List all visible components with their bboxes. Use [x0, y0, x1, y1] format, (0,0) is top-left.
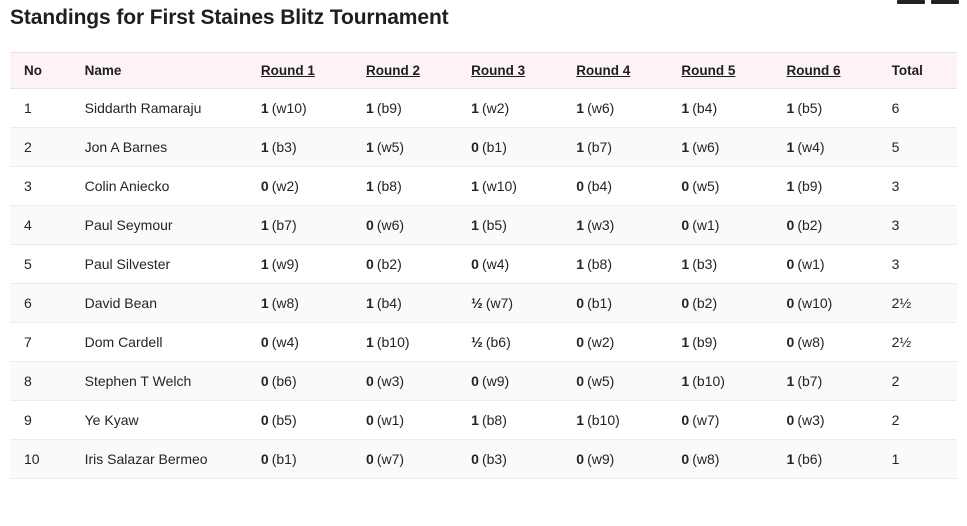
- round-opponent: (b2): [797, 217, 823, 233]
- round-opponent: (b8): [587, 256, 612, 272]
- round-result: 0: [786, 295, 795, 311]
- round-opponent: (w7): [376, 451, 405, 467]
- round-result: 0: [366, 451, 374, 467]
- round-opponent: (w6): [692, 139, 720, 155]
- cell-round-1: [255, 284, 360, 323]
- table-row: [10, 323, 957, 362]
- cell-no: 10: [10, 440, 73, 479]
- round-opponent: (w4): [481, 256, 510, 272]
- round-opponent: (w3): [587, 217, 615, 233]
- cell-round-6: [781, 245, 886, 284]
- cell-round-4: [570, 362, 675, 401]
- round-opponent: (w10): [481, 178, 517, 194]
- cell-player-name: Stephen T Welch: [73, 362, 255, 401]
- round-opponent: (b8): [481, 412, 507, 428]
- round-opponent: (w9): [587, 451, 615, 467]
- cell-round-5: [675, 206, 780, 245]
- round-result: 0: [576, 373, 585, 389]
- header-round-4[interactable]: [570, 53, 675, 89]
- standings-table-container: [10, 52, 957, 479]
- round-result: 1: [681, 334, 690, 350]
- round-result: 1: [576, 217, 585, 233]
- round-opponent: (w1): [692, 217, 720, 233]
- round-result: 1: [681, 373, 690, 389]
- round-opponent: (b3): [271, 139, 297, 155]
- round-opponent: (b5): [271, 412, 297, 428]
- round-result: 1: [576, 100, 585, 116]
- header-round-6-label[interactable]: Round 6: [786, 63, 841, 78]
- round-result: 1: [366, 100, 374, 116]
- cell-round-2: [360, 167, 465, 206]
- round-opponent: (w10): [271, 100, 307, 116]
- cell-round-6: [781, 323, 886, 362]
- cell-round-5: [675, 401, 780, 440]
- cell-round-5: [675, 440, 780, 479]
- round-result: 1: [681, 139, 690, 155]
- round-opponent: (b1): [271, 451, 297, 467]
- cell-round-6: [781, 362, 886, 401]
- round-result: 1: [681, 256, 690, 272]
- round-result: 0: [576, 295, 585, 311]
- round-opponent: (b4): [587, 178, 612, 194]
- round-result: 1: [576, 139, 585, 155]
- round-result: 1: [366, 139, 374, 155]
- round-result: 1: [786, 100, 795, 116]
- page-title: Standings for First Staines Blitz Tournament: [10, 6, 449, 29]
- cell-round-2: [360, 440, 465, 479]
- table-row: [10, 128, 957, 167]
- cell-round-4: [570, 128, 675, 167]
- round-result: 0: [576, 334, 585, 350]
- round-result: 0: [786, 256, 795, 272]
- round-result: 1: [786, 178, 795, 194]
- round-opponent: (b6): [797, 451, 823, 467]
- table-body: [10, 89, 957, 479]
- header-round-4-label[interactable]: Round 4: [576, 63, 631, 78]
- cell-round-4: [570, 245, 675, 284]
- round-result: 1: [260, 256, 269, 272]
- round-opponent: (w5): [692, 178, 720, 194]
- round-opponent: (b7): [587, 139, 612, 155]
- cell-round-6: [781, 440, 886, 479]
- round-opponent: (b4): [692, 100, 718, 116]
- cell-round-5: [675, 284, 780, 323]
- cell-round-3: [465, 401, 570, 440]
- window-control-1[interactable]: [897, 0, 925, 4]
- cell-total: 2½: [886, 323, 957, 362]
- cell-round-6: [781, 284, 886, 323]
- table-row: [10, 89, 957, 128]
- round-result: 0: [681, 412, 690, 428]
- window-control-2[interactable]: [931, 0, 959, 4]
- round-result: 1: [786, 451, 795, 467]
- round-opponent: (b7): [797, 373, 823, 389]
- cell-round-2: [360, 89, 465, 128]
- round-result: 1: [366, 295, 374, 311]
- round-opponent: (w9): [271, 256, 299, 272]
- round-opponent: (b7): [271, 217, 297, 233]
- cell-total: 1: [886, 440, 957, 479]
- table-header: [10, 53, 957, 89]
- round-opponent: (b1): [481, 139, 507, 155]
- cell-round-5: [675, 245, 780, 284]
- round-result: 0: [576, 178, 585, 194]
- cell-round-1: [255, 362, 360, 401]
- round-result: 0: [786, 217, 795, 233]
- round-result: 1: [786, 373, 795, 389]
- round-opponent: (b1): [587, 295, 612, 311]
- round-result: 1: [576, 256, 585, 272]
- round-opponent: (w5): [376, 139, 405, 155]
- round-result: 1: [471, 178, 479, 194]
- cell-round-1: [255, 440, 360, 479]
- cell-round-5: [675, 89, 780, 128]
- cell-total: 3: [886, 245, 957, 284]
- round-result: 0: [471, 139, 479, 155]
- round-result: 1: [576, 412, 585, 428]
- round-result: 0: [260, 334, 269, 350]
- round-result: 0: [786, 334, 795, 350]
- cell-player-name: David Bean: [73, 284, 255, 323]
- round-result: 0: [366, 217, 374, 233]
- round-result: 1: [366, 334, 374, 350]
- round-result: 0: [366, 256, 374, 272]
- cell-player-name: Paul Seymour: [73, 206, 255, 245]
- round-result: 0: [471, 451, 479, 467]
- cell-round-2: [360, 284, 465, 323]
- round-opponent: (w1): [376, 412, 405, 428]
- cell-no: 9: [10, 401, 73, 440]
- round-opponent: (w7): [692, 412, 720, 428]
- round-result: 0: [260, 451, 269, 467]
- round-opponent: (b6): [485, 334, 511, 350]
- round-opponent: (w8): [271, 295, 299, 311]
- cell-no: 7: [10, 323, 73, 362]
- round-result: 0: [471, 256, 479, 272]
- round-opponent: (b8): [376, 178, 402, 194]
- header-round-1-label[interactable]: Round 1: [260, 63, 315, 78]
- cell-player-name: Dom Cardell: [73, 323, 255, 362]
- round-opponent: (b10): [587, 412, 620, 428]
- round-result: ½: [471, 334, 483, 350]
- cell-round-1: [255, 245, 360, 284]
- cell-round-4: [570, 89, 675, 128]
- round-opponent: (b3): [481, 451, 507, 467]
- round-opponent: (b6): [271, 373, 297, 389]
- cell-round-3: [465, 245, 570, 284]
- cell-round-3: [465, 206, 570, 245]
- cell-no: 1: [10, 89, 73, 128]
- cell-player-name: Iris Salazar Bermeo: [73, 440, 255, 479]
- round-opponent: (w3): [376, 373, 405, 389]
- cell-round-2: [360, 362, 465, 401]
- round-result: 1: [260, 217, 269, 233]
- cell-round-4: [570, 284, 675, 323]
- round-result: 0: [681, 295, 690, 311]
- table-row: [10, 245, 957, 284]
- cell-total: 6: [886, 89, 957, 128]
- round-opponent: (w6): [376, 217, 405, 233]
- cell-round-4: [570, 323, 675, 362]
- round-opponent: (w4): [797, 139, 825, 155]
- cell-round-3: [465, 284, 570, 323]
- cell-round-6: [781, 206, 886, 245]
- standings-table: [10, 52, 957, 479]
- round-opponent: (b9): [797, 178, 823, 194]
- header-round-5-label[interactable]: Round 5: [681, 63, 736, 78]
- cell-no: 6: [10, 284, 73, 323]
- round-opponent: (b10): [692, 373, 725, 389]
- round-result: 1: [471, 217, 479, 233]
- round-opponent: (b3): [692, 256, 718, 272]
- header-round-5[interactable]: [675, 53, 780, 89]
- table-row: [10, 401, 957, 440]
- cell-no: 5: [10, 245, 73, 284]
- round-opponent: (w9): [481, 373, 510, 389]
- cell-round-3: [465, 128, 570, 167]
- cell-no: 3: [10, 167, 73, 206]
- table-row: [10, 440, 957, 479]
- header-round-3[interactable]: [465, 53, 570, 89]
- round-result: 1: [471, 100, 479, 116]
- cell-round-6: [781, 167, 886, 206]
- cell-round-3: [465, 89, 570, 128]
- cell-total: 2½: [886, 284, 957, 323]
- cell-round-2: [360, 128, 465, 167]
- cell-no: 2: [10, 128, 73, 167]
- round-result: ½: [471, 295, 483, 311]
- cell-total: 2: [886, 362, 957, 401]
- header-total: Total: [886, 53, 957, 89]
- cell-total: 2: [886, 401, 957, 440]
- round-opponent: (b5): [797, 100, 823, 116]
- cell-round-3: [465, 362, 570, 401]
- cell-round-4: [570, 401, 675, 440]
- cell-round-5: [675, 323, 780, 362]
- cell-round-5: [675, 362, 780, 401]
- cell-no: 8: [10, 362, 73, 401]
- table-row: [10, 167, 957, 206]
- round-opponent: (w5): [587, 373, 615, 389]
- cell-round-1: [255, 167, 360, 206]
- header-no: No: [10, 53, 73, 89]
- cell-round-1: [255, 401, 360, 440]
- round-opponent: (b9): [376, 100, 402, 116]
- table-row: [10, 206, 957, 245]
- cell-round-3: [465, 167, 570, 206]
- window-controls: [897, 0, 959, 10]
- table-row: [10, 362, 957, 401]
- header-row: [10, 53, 957, 89]
- round-opponent: (w4): [271, 334, 299, 350]
- header-round-2[interactable]: [360, 53, 465, 89]
- cell-round-2: [360, 206, 465, 245]
- cell-total: 3: [886, 206, 957, 245]
- round-result: 0: [366, 373, 374, 389]
- round-opponent: (b5): [481, 217, 507, 233]
- round-opponent: (w2): [587, 334, 615, 350]
- cell-round-3: [465, 323, 570, 362]
- cell-round-2: [360, 245, 465, 284]
- round-result: 0: [260, 373, 269, 389]
- round-opponent: (w2): [481, 100, 510, 116]
- cell-round-6: [781, 128, 886, 167]
- cell-round-4: [570, 206, 675, 245]
- round-result: 0: [681, 451, 690, 467]
- round-result: 1: [471, 412, 479, 428]
- cell-player-name: Colin Aniecko: [73, 167, 255, 206]
- round-opponent: (w7): [485, 295, 514, 311]
- round-opponent: (b4): [376, 295, 402, 311]
- cell-player-name: Ye Kyaw: [73, 401, 255, 440]
- header-name: Name: [73, 53, 255, 89]
- round-opponent: (w3): [797, 412, 825, 428]
- round-opponent: (w8): [797, 334, 825, 350]
- cell-player-name: Jon A Barnes: [73, 128, 255, 167]
- cell-round-5: [675, 167, 780, 206]
- cell-round-1: [255, 89, 360, 128]
- round-result: 0: [681, 217, 690, 233]
- round-result: 0: [260, 178, 269, 194]
- round-opponent: (b2): [376, 256, 402, 272]
- cell-round-1: [255, 206, 360, 245]
- header-round-2-label[interactable]: Round 2: [366, 63, 421, 78]
- round-result: 1: [786, 139, 795, 155]
- cell-total: 5: [886, 128, 957, 167]
- round-result: 0: [681, 178, 690, 194]
- round-opponent: (w10): [797, 295, 833, 311]
- round-result: 0: [471, 373, 479, 389]
- round-result: 0: [366, 412, 374, 428]
- cell-round-2: [360, 401, 465, 440]
- round-result: 1: [366, 178, 374, 194]
- cell-player-name: Paul Silvester: [73, 245, 255, 284]
- cell-player-name: Siddarth Ramaraju: [73, 89, 255, 128]
- header-round-3-label[interactable]: Round 3: [471, 63, 526, 78]
- cell-round-6: [781, 401, 886, 440]
- round-opponent: (b2): [692, 295, 718, 311]
- round-opponent: (w1): [797, 256, 825, 272]
- round-opponent: (w6): [587, 100, 615, 116]
- header-round-1[interactable]: [255, 53, 360, 89]
- cell-round-3: [465, 440, 570, 479]
- round-result: 0: [786, 412, 795, 428]
- round-opponent: (w8): [692, 451, 720, 467]
- header-round-6[interactable]: [781, 53, 886, 89]
- cell-round-1: [255, 323, 360, 362]
- round-result: 0: [260, 412, 269, 428]
- cell-round-4: [570, 440, 675, 479]
- round-result: 1: [260, 139, 269, 155]
- round-opponent: (b9): [692, 334, 718, 350]
- round-opponent: (b10): [376, 334, 410, 350]
- cell-round-1: [255, 128, 360, 167]
- cell-round-5: [675, 128, 780, 167]
- round-result: 1: [681, 100, 690, 116]
- table-row: [10, 284, 957, 323]
- cell-round-2: [360, 323, 465, 362]
- round-result: 1: [260, 100, 269, 116]
- cell-round-6: [781, 89, 886, 128]
- cell-no: 4: [10, 206, 73, 245]
- round-opponent: (w2): [271, 178, 299, 194]
- round-result: 0: [576, 451, 585, 467]
- cell-round-4: [570, 167, 675, 206]
- round-result: 1: [260, 295, 269, 311]
- cell-total: 3: [886, 167, 957, 206]
